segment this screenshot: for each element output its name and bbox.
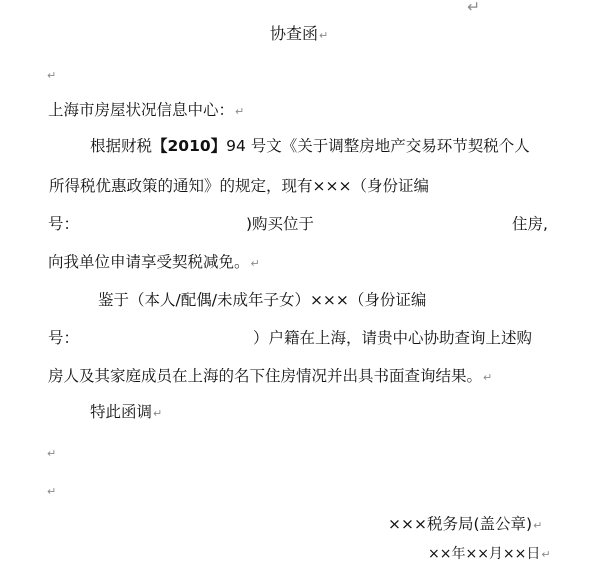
para1-line1-post: 94 号文《关于调整房地产交易环节契税个人 [226, 137, 530, 155]
para2-line2 [48, 328, 570, 348]
para1-line3-b: )购买位于 [246, 215, 315, 233]
paragraph-mark: ↵ [541, 548, 551, 561]
para2-line3-text: 房人及其家庭成员在上海的名下住房情况并出具书面查询结果。 [48, 367, 483, 385]
para1-line1-bold: 【2010】 [152, 137, 227, 155]
addressee [48, 100, 244, 122]
para2-line2-a: 号： [48, 329, 80, 347]
paragraph-mark: ↵ [250, 257, 260, 270]
para2-line1 [98, 290, 566, 310]
closing-text: 特此函调 [90, 403, 153, 421]
date-text: ××年××月××日 [428, 546, 541, 562]
para1-line2 [49, 176, 567, 196]
paragraph-mark: ↵ [153, 407, 163, 420]
para1-line3-a: 号： [48, 215, 80, 233]
paragraph-mark: ↵ [47, 69, 57, 82]
title-text: 协查函 [270, 24, 319, 43]
para1-line4-text: 向我单位申请享受契税减免。 [48, 253, 250, 271]
closing-line [90, 402, 162, 424]
paragraph-mark: ↵ [533, 519, 543, 532]
paragraph-mark: ↵ [47, 447, 57, 460]
paragraph-mark: ↵ [235, 105, 245, 118]
para1-line2-text: 所得税优惠政策的通知》的规定，现有×××（身份证编 [49, 177, 429, 195]
para2-line2-b: ）户籍在上海，请贵中心协助查询上述购 [253, 329, 533, 347]
paragraph-mark: ↵ [47, 485, 57, 498]
signer-line [388, 514, 542, 536]
empty-line-1 [46, 64, 56, 86]
para1-line3-c: 住房, [512, 215, 548, 233]
document-title [270, 24, 328, 46]
para2-line3 [48, 366, 492, 388]
para1-line4 [48, 252, 260, 274]
empty-line-2 [46, 442, 56, 464]
addressee-text: 上海市房屋状况信息中心： [48, 101, 235, 119]
para1-line1 [90, 136, 530, 156]
para1-line1-pre: 根据财税 [90, 137, 153, 155]
date-line [428, 544, 551, 565]
paragraph-mark: ↵ [483, 371, 493, 384]
para1-line3 [48, 214, 570, 234]
paragraph-mark: ↵ [319, 29, 329, 42]
signer-text: ×××税务局(盖公章) [388, 515, 533, 533]
corner-paragraph-mark: ↵ [467, 0, 480, 16]
empty-line-3 [46, 480, 56, 502]
para2-line1-text: 鉴于（本人/配偶/未成年子女）×××（身份证编 [98, 291, 427, 309]
